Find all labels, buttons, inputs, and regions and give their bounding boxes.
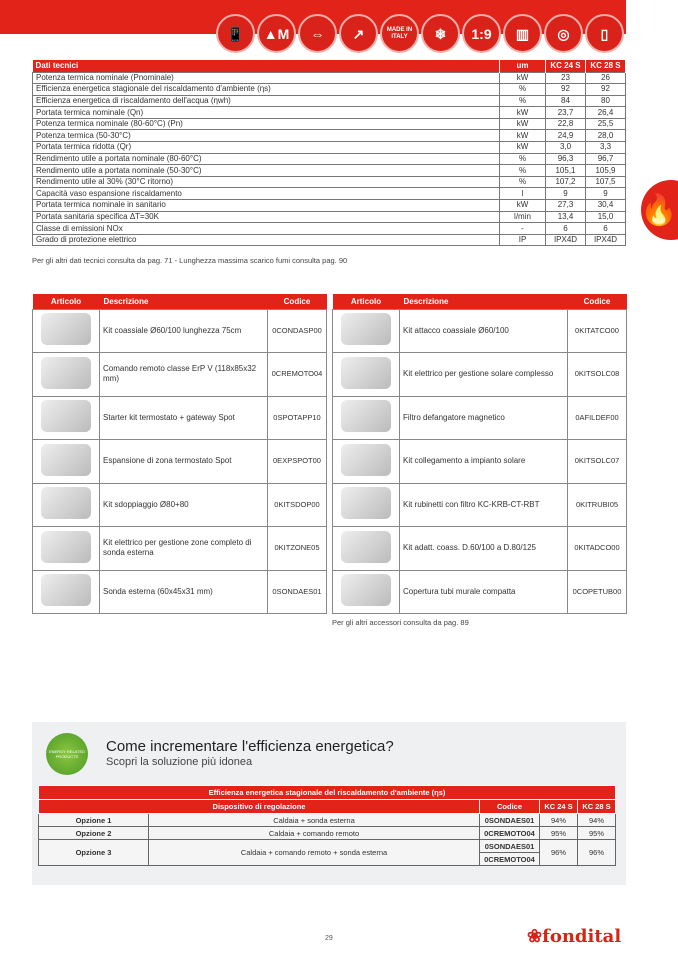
table-row (33, 84, 626, 96)
accessory-description: Kit elettrico per gestione zone completo di sonda esterna (100, 527, 268, 571)
spec-label: Capacità vaso espansione riscaldamento (33, 188, 500, 200)
spec-label: Rendimento utile a portata nominale (80-60°C) (33, 153, 500, 165)
kc28s-value: 26 (586, 72, 626, 84)
table-row (33, 165, 626, 177)
kc28s-value: 15,0 (586, 211, 626, 223)
kc28s-value: 95% (578, 827, 616, 840)
wifi-phone-icon: 📱 (216, 14, 255, 53)
unit: l/min (500, 211, 546, 223)
accessory-row (333, 440, 627, 484)
kc24s-value: 23,7 (546, 107, 586, 119)
option-description: Caldaia + comando remoto + sonda esterna (149, 840, 480, 866)
accessory-code: 0KITADCO00 (568, 527, 627, 571)
kc24s-value: 27,3 (546, 200, 586, 212)
compact-size-icon: ⇔ (298, 14, 337, 53)
accessory-code: 0KITSOLC07 (568, 440, 627, 484)
product-image (33, 396, 100, 440)
unit: % (500, 165, 546, 177)
table-row (33, 107, 626, 119)
option-label: Opzione 1 (39, 814, 149, 827)
flower-icon: ❀ (527, 926, 543, 947)
accessory-code: 0KITZONE05 (268, 527, 327, 571)
kc24s-value: 105,1 (546, 165, 586, 177)
accessory-row (333, 570, 627, 614)
technical-data-table (32, 60, 626, 246)
accessories-table-right (332, 294, 627, 614)
product-image (33, 527, 100, 571)
accessories-table-left (32, 294, 327, 614)
kc24s-value: 94% (540, 814, 578, 827)
product-thumbnail (341, 313, 391, 345)
efficiency-title: Come incrementare l'efficienza energetica? (106, 738, 394, 755)
product-image (33, 309, 100, 353)
option-code: 0CREMOTO04 (480, 827, 540, 840)
header-articolo: Articolo (333, 294, 400, 309)
accessory-description: Starter kit termostato + gateway Spot (100, 396, 268, 440)
table-row (33, 95, 626, 107)
accessory-description: Kit collegamento a impianto solare (400, 440, 568, 484)
table-row (33, 200, 626, 212)
heat-exchanger-icon: ▥ (503, 14, 542, 53)
table-row (33, 72, 626, 84)
header-kc24s: KC 24 S (546, 60, 586, 72)
kc28s-value: IPX4D (586, 234, 626, 246)
product-thumbnail (341, 444, 391, 476)
kc24s-value: 84 (546, 95, 586, 107)
kc24s-value: 24,9 (546, 130, 586, 142)
accessory-description: Sonda esterna (60x45x31 mm) (100, 570, 268, 614)
accessory-description: Kit sdoppiaggio Ø80+80 (100, 483, 268, 527)
option-label: Opzione 2 (39, 827, 149, 840)
accessory-code: 0COPETUB00 (568, 570, 627, 614)
product-image (333, 483, 400, 527)
spec-label: Portata termica nominale in sanitario (33, 200, 500, 212)
accessory-row (333, 396, 627, 440)
kc24s-value: 96% (540, 840, 578, 866)
efficiency-table (38, 785, 616, 866)
accessory-code: 0KITSOLC08 (568, 353, 627, 397)
accessory-description: Kit rubinetti con filtro KC-KRB-CT-RBT (400, 483, 568, 527)
table-row (33, 153, 626, 165)
accessory-code: 0CONDASP00 (268, 309, 327, 353)
table-row (33, 234, 626, 246)
accessory-row (333, 483, 627, 527)
mountain-m-icon: ▲M (257, 14, 296, 53)
unit: kW (500, 142, 546, 154)
accessory-row (33, 396, 327, 440)
product-image (333, 309, 400, 353)
option-row (39, 814, 616, 827)
unit: % (500, 84, 546, 96)
option-row (39, 827, 616, 840)
product-thumbnail (41, 400, 91, 432)
modulation-ratio-icon: 1:9 (462, 14, 501, 53)
table-row (33, 211, 626, 223)
spec-label: Potenza termica nominale (Pnominale) (33, 72, 500, 84)
efficiency-panel (32, 722, 626, 885)
spec-label: Rendimento utile al 30% (30°C ritorno) (33, 176, 500, 188)
erp-badge: ENERGY RELATED PRODUCTS (46, 733, 88, 775)
unit: kW (500, 118, 546, 130)
accessory-description: Kit attacco coassiale Ø60/100 (400, 309, 568, 353)
spec-label: Classe di emissioni NOx (33, 223, 500, 235)
header-codice: Codice (268, 294, 327, 309)
kc24s-value: 96,3 (546, 153, 586, 165)
table-row (33, 142, 626, 154)
unit: IP (500, 234, 546, 246)
header-kc28s: KC 28 S (586, 60, 626, 72)
kc28s-value: 6 (586, 223, 626, 235)
kc28s-value: 94% (578, 814, 616, 827)
accessory-row (333, 527, 627, 571)
product-image (333, 570, 400, 614)
kc24s-value: 107,2 (546, 176, 586, 188)
kc28s-value: 96% (578, 840, 616, 866)
spec-label: Potenza termica (50-30°C) (33, 130, 500, 142)
kc24s-value: 6 (546, 223, 586, 235)
accessory-description: Comando remoto classe ErP V (118x85x32 mm) (100, 353, 268, 397)
accessories-note: Per gli altri accessori consulta da pag. 89 (332, 618, 469, 627)
accessory-code: 0KITSDOP00 (268, 483, 327, 527)
option-code: 0SONDAES01 (480, 840, 540, 853)
external-flue-icon: ↗ (339, 14, 378, 53)
kc28s-value: 80 (586, 95, 626, 107)
unit: kW (500, 200, 546, 212)
accessory-description: Kit adatt. coass. D.60/100 a D.80/125 (400, 527, 568, 571)
product-thumbnail (41, 531, 91, 563)
spec-label: Rendimento utile a portata nominale (50-30°C) (33, 165, 500, 177)
header-device: Dispositivo di regolazione (39, 800, 480, 814)
product-image (33, 353, 100, 397)
kc24s-value: 92 (546, 84, 586, 96)
product-image (333, 527, 400, 571)
table-row (33, 118, 626, 130)
product-image (33, 570, 100, 614)
spec-label: Portata termica nominale (Qn) (33, 107, 500, 119)
header-descrizione: Descrizione (100, 294, 268, 309)
header-kc24s: KC 24 S (540, 800, 578, 814)
accessory-row (333, 309, 627, 353)
kc28s-value: 107,5 (586, 176, 626, 188)
kc28s-value: 92 (586, 84, 626, 96)
product-thumbnail (341, 487, 391, 519)
accessory-description: Copertura tubi murale compatta (400, 570, 568, 614)
efficiency-table-title: Efficienza energetica stagionale del riscaldamento d'ambiente (ηs) (39, 786, 616, 800)
product-thumbnail (41, 313, 91, 345)
accessory-row (33, 527, 327, 571)
tech-note: Per gli altri dati tecnici consulta da pag. 71 - Lunghezza massima scarico fumi consulta pag. 90 (32, 256, 348, 265)
accessory-row (33, 309, 327, 353)
accessory-description: Kit elettrico per gestione solare complesso (400, 353, 568, 397)
spec-label: Potenza termica nominale (80-60°C) (Pn) (33, 118, 500, 130)
unit: kW (500, 130, 546, 142)
fondital-logo (527, 926, 621, 947)
kc24s-value: 95% (540, 827, 578, 840)
kc24s-value: 13,4 (546, 211, 586, 223)
product-thumbnail (341, 574, 391, 606)
accessory-description: Filtro defangatore magnetico (400, 396, 568, 440)
table-row (33, 223, 626, 235)
header-code: Codice (480, 800, 540, 814)
product-thumbnail (41, 574, 91, 606)
kc28s-value: 105,9 (586, 165, 626, 177)
option-description: Caldaia + sonda esterna (149, 814, 480, 827)
accessory-row (333, 353, 627, 397)
kc24s-value: 3,0 (546, 142, 586, 154)
brand-name: fondital (542, 926, 622, 947)
accessory-code: 0KITRUBI05 (568, 483, 627, 527)
spec-label: Grado di protezione elettrico (33, 234, 500, 246)
kc28s-value: 25,5 (586, 118, 626, 130)
accessory-row (33, 353, 327, 397)
spec-label: Portata termica ridotta (Qr) (33, 142, 500, 154)
product-thumbnail (41, 444, 91, 476)
accessory-row (33, 440, 327, 484)
unit: % (500, 153, 546, 165)
accessory-code: 0AFILDEF00 (568, 396, 627, 440)
snowflake-icon: ❄ (421, 14, 460, 53)
kc28s-value: 3,3 (586, 142, 626, 154)
header-description: Dati tecnici (33, 60, 500, 72)
product-image (333, 396, 400, 440)
kc28s-value: 26,4 (586, 107, 626, 119)
product-image (333, 353, 400, 397)
option-description: Caldaia + comando remoto (149, 827, 480, 840)
accessory-description: Espansione di zona termostato Spot (100, 440, 268, 484)
made-in-italy-icon: MADE IN ITALY (380, 14, 419, 53)
unit: % (500, 176, 546, 188)
kc24s-value: 22,8 (546, 118, 586, 130)
header-codice: Codice (568, 294, 627, 309)
boiler-flame-icon: ▯ (585, 14, 624, 53)
product-thumbnail (41, 357, 91, 389)
product-thumbnail (341, 400, 391, 432)
accessory-row (33, 483, 327, 527)
header-descrizione: Descrizione (400, 294, 568, 309)
kc24s-value: IPX4D (546, 234, 586, 246)
unit: kW (500, 107, 546, 119)
accessory-code: 0CREMOTO04 (268, 353, 327, 397)
header-cutout (0, 34, 230, 56)
unit: % (500, 95, 546, 107)
header-um: um (500, 60, 546, 72)
product-thumbnail (341, 357, 391, 389)
kc24s-value: 9 (546, 188, 586, 200)
header-articolo: Articolo (33, 294, 100, 309)
unit: l (500, 188, 546, 200)
inox-icon: ◎ (544, 14, 583, 53)
kc28s-value: 96,7 (586, 153, 626, 165)
kc24s-value: 23 (546, 72, 586, 84)
option-code: 0SONDAES01 (480, 814, 540, 827)
product-thumbnail (341, 531, 391, 563)
kc28s-value: 9 (586, 188, 626, 200)
unit: - (500, 223, 546, 235)
efficiency-subtitle: Scopri la soluzione più idonea (106, 756, 253, 768)
header-kc28s: KC 28 S (578, 800, 616, 814)
product-image (33, 440, 100, 484)
spec-label: Portata sanitaria specifica ΔT=30K (33, 211, 500, 223)
option-label: Opzione 3 (39, 840, 149, 866)
product-thumbnail (41, 487, 91, 519)
option-code: 0CREMOTO04 (480, 853, 540, 866)
table-row (33, 176, 626, 188)
table-row (33, 130, 626, 142)
accessory-code: 0SONDAES01 (268, 570, 327, 614)
accessory-row (33, 570, 327, 614)
feature-icons (216, 14, 624, 53)
page-number: 29 (325, 935, 333, 942)
accessory-code: 0SPOTAPP10 (268, 396, 327, 440)
spec-label: Efficienza energetica stagionale del riscaldamento d'ambiente (ηs) (33, 84, 500, 96)
product-image (33, 483, 100, 527)
option-row (39, 840, 616, 853)
flame-icon: 🔥 (641, 180, 678, 240)
table-row (33, 188, 626, 200)
accessory-code: 0EXPSPOT00 (268, 440, 327, 484)
accessory-code: 0KITATCO00 (568, 309, 627, 353)
kc28s-value: 28,0 (586, 130, 626, 142)
kc28s-value: 30,4 (586, 200, 626, 212)
accessory-description: Kit coassiale Ø60/100 lunghezza 75cm (100, 309, 268, 353)
product-image (333, 440, 400, 484)
unit: kW (500, 72, 546, 84)
spec-label: Efficienza energetica di riscaldamento dell'acqua (ηwh) (33, 95, 500, 107)
